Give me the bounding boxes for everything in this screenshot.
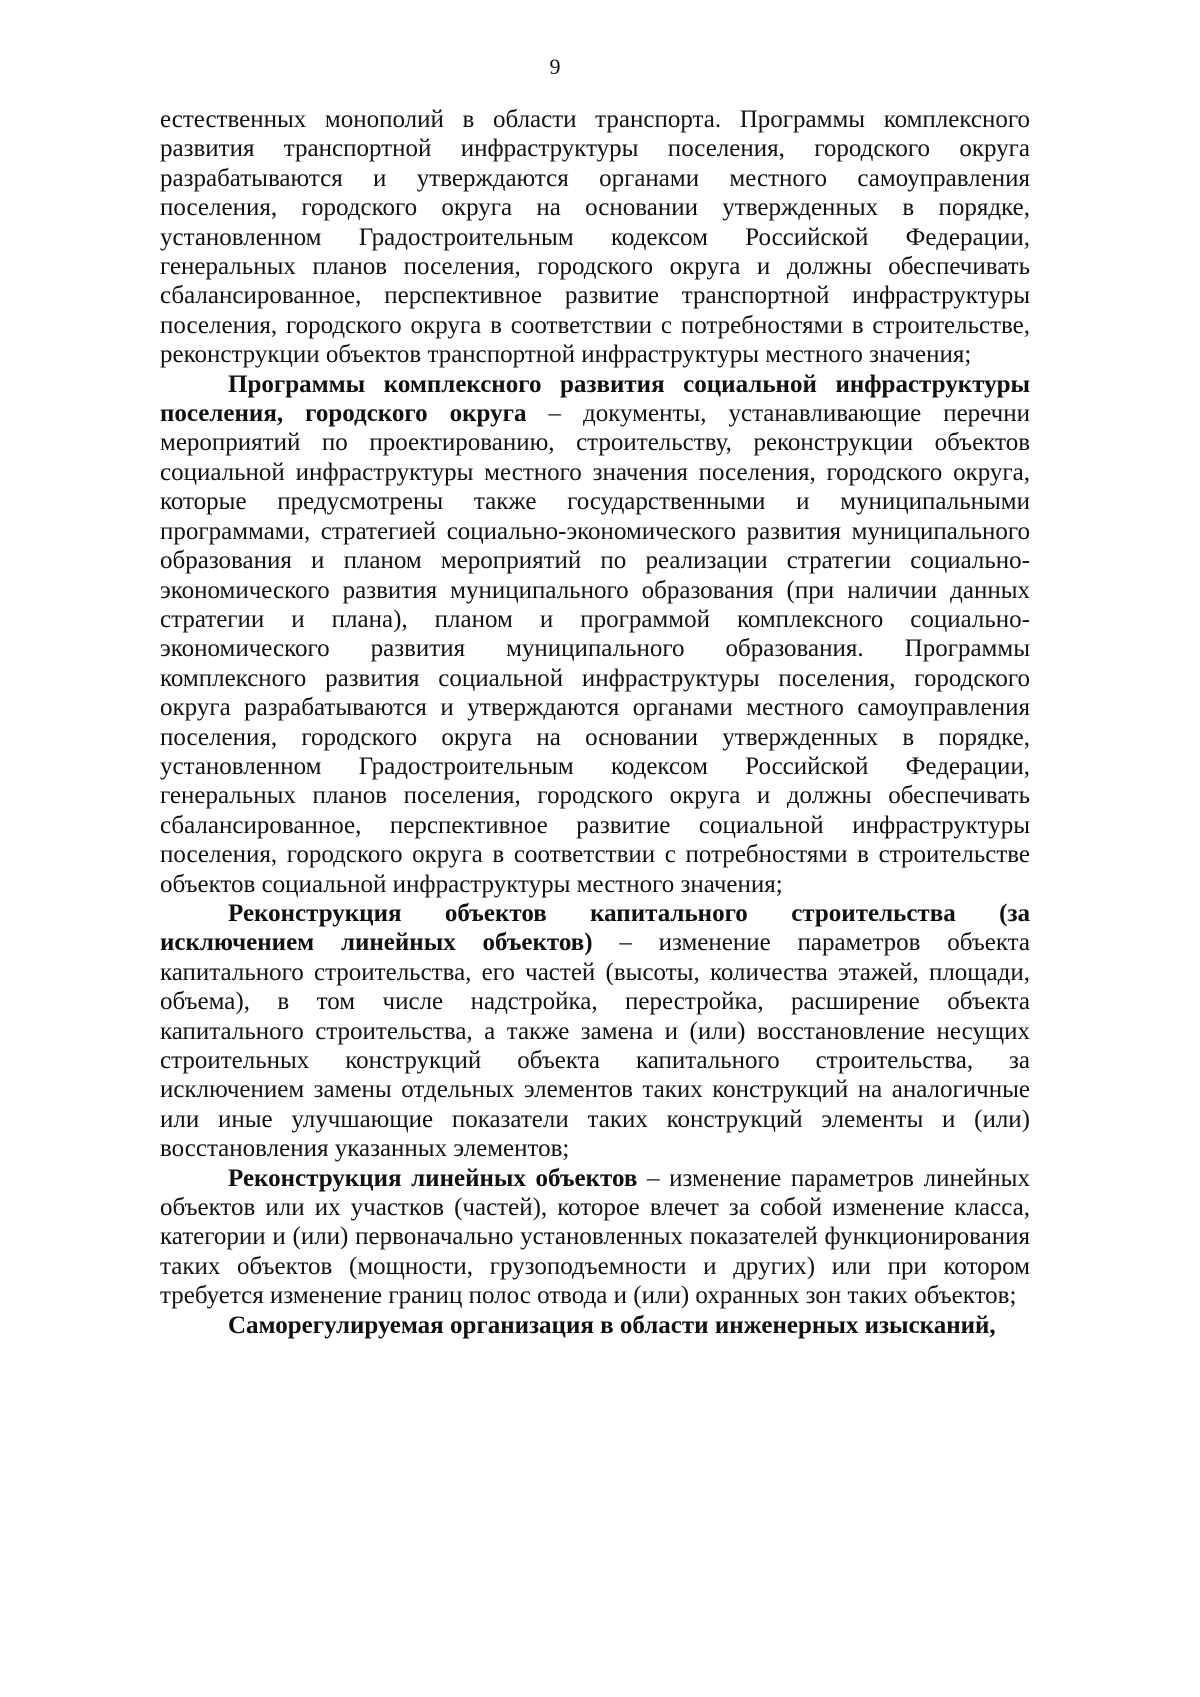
document-body — [160, 105, 1030, 1340]
page-number: 9 — [549, 54, 561, 79]
paragraph-linear-objects-reconstruction — [160, 1164, 1030, 1311]
paragraph-transport-programs-continuation — [160, 105, 1030, 370]
paragraph-text: – изменение параметров линейных объектов или их участков (частей), которое влечет за собой изменение класса, категории и (или) первоначально установленных показателей функционирования таких объектов (мощности, грузоподъемности и других) или при котором требуется изменение границ полос отвода и (или) охранных зон таких объектов; — [160, 1164, 1030, 1310]
paragraph-social-infrastructure-programs — [160, 370, 1030, 899]
paragraph-text: естественных монополий в области транспорта. Программы комплексного развития транспортной инфраструктуры поселения, городского округа разрабатываются и утверждаются органами местного самоуправления поселения, городского округа на основании утвержденных в порядке, установленном Градостроительным кодексом Российской Федерации, генеральных планов поселения, городского округа и должны обеспечивать сбалансированное, перспективное развитие транспортной инфраструктуры поселения, городского округа в соответствии с потребностями в строительстве, реконструкции объектов транспортной инфраструктуры местного значения; — [160, 106, 1030, 369]
paragraph-term: Программы комплексного развития социальной инфраструктуры поселения, городского округа — [160, 370, 1030, 428]
paragraph-term: Саморегулируемая организация в области инженерных изысканий, — [228, 1311, 996, 1339]
paragraph-self-regulatory-organization — [160, 1311, 1030, 1340]
paragraph-term: Реконструкция линейных объектов — [228, 1164, 638, 1192]
paragraph-capital-construction-reconstruction — [160, 899, 1030, 1164]
paragraph-text: – изменение параметров объекта капитального строительства, его частей (высоты, количества этажей, площади, объема), в том числе надстройка, перестройка, расширение объекта капитального строительства, а также замена и (или) восстановление несущих строительных конструкций объекта капитального строительства, за исключением замены отдельных элементов таких конструкций на аналогичные или иные улучшающие показатели таких конструкций элементы и (или) восстановления указанных элементов; — [160, 929, 1030, 1163]
paragraph-text: – документы, устанавливающие перечни мероприятий по проектированию, строительству, реконструкции объектов социальной инфраструктуры местного значения поселения, городского округа, которые предусмотрены также государственными и муниципальными программами, стратегией социально-экономического развития муниципального образования и планом мероприятий по реализации стратегии социально-экономического развития муниципального образования (при наличии данных стратегии и плана), планом и программой комплексного социально-экономического развития муниципального образования. Программы комплексного развития социальной инфраструктуры поселения, городского округа разрабатываются и утверждаются органами местного самоуправления поселения, городского округа на основании утвержденных в порядке, установленном Градостроительным кодексом Российской Федерации, генеральных планов поселения, городского округа и должны обеспечивать сбалансированное, перспективное развитие социальной инфраструктуры поселения, городского округа в соответствии с потребностями в строительстве объектов социальной инфраструктуры местного значения; — [160, 400, 1030, 898]
paragraph-term: Реконструкция объектов капитального строительства (за исключением линейных объектов) — [160, 899, 1030, 957]
